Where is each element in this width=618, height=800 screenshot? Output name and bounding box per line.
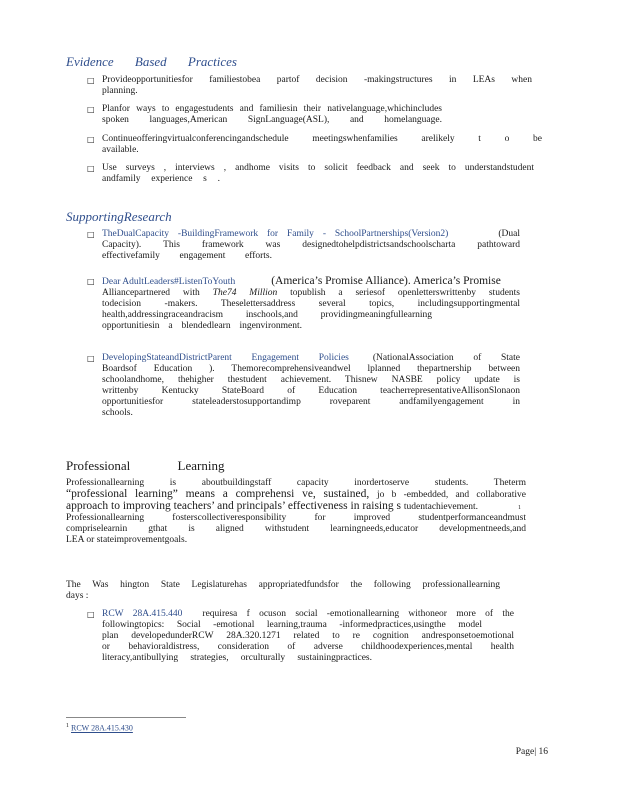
square-bullet-icon: □ — [87, 610, 95, 619]
square-bullet-icon: □ — [87, 354, 95, 363]
evidence-bullet-1: □ Provideopportunitiesfor familiestobea partof decision -makingstructures in LEAs when planning. — [87, 75, 532, 96]
square-bullet-icon: □ — [87, 76, 95, 85]
research-item-3: □ DevelopingStateandDistrictParent Engagement Policies (NationalAssociation of State Boardsof Education ). Themorecomprehensiveandwel lplanned thepartnership between schoolandhome, thehigher thestudent achievement. Thisnew NASBE policy update is writtenby Kentucky StateBoard of Education teacherrepresentativeAllisonSlonaon opportunitiesfor stateleaderstosupportandimp roveparent andfamilyengagement in schools. — [87, 353, 520, 418]
evidence-heading: Evidence Based Practices — [66, 54, 237, 69]
square-bullet-icon: □ — [87, 277, 95, 286]
evidence-bullet-4: □ Use surveys , interviews , andhome visits to solicit feedback and seek to understandstudent andfamily experience s . — [87, 163, 534, 184]
footnote-rule — [66, 717, 186, 718]
footnote-rcw-link[interactable]: RCW 28A.415.430 — [71, 723, 133, 733]
footnote: $^1$ RCW 28A.415.430 — [66, 723, 133, 733]
page-number: Page| 16 — [515, 747, 548, 757]
listen-to-youth-link[interactable]: Dear AdultLeaders#ListenToYouth — [102, 277, 236, 287]
research-heading: SupportingResearch — [66, 209, 172, 224]
square-bullet-icon: □ — [87, 164, 95, 173]
professional-heading: Professional Learning — [66, 458, 225, 473]
professional-paragraph: Professionallearning is aboutbuildingstaff capacity inordertoserve students. Theterm “professional learning” means a comprehensi ve, sustained, jo b -embedded, and collaborative approach to improving teachers’ and principals’ effectiveness in raising s tudentachievement. Professionallearning fosterscollectiveresponsibility for improved studentperformanceandmust compriselearnin gthat is aligned withstudent learningneeds,educator developmentneeds,and LEA or stateimprovementgoals. — [66, 478, 526, 545]
research-item-1: □ TheDualCapacity -BuildingFramework for Family - SchoolPartnerships(Version2) (Dual Capacity). This framework was designedtohelpdistrictsandschoolscharta pathtoward effectivefamily engagement efforts. — [87, 229, 520, 261]
square-bullet-icon: □ — [87, 105, 95, 114]
footnote-ref[interactable]: 1 — [518, 505, 521, 511]
legislature-paragraph: The Was hington State Legislaturehas appropriatedfundsfor the following professionallearning days : — [66, 580, 500, 601]
evidence-bullet-2: □ Planfor ways to engagestudents and familiesin their nativelanguage,whichincludes spoken languages,American SignLanguage(ASL), and homelanguage. — [87, 104, 442, 125]
dual-capacity-link[interactable]: TheDualCapacity -BuildingFramework for Family - SchoolPartnerships(Version2) — [102, 229, 449, 239]
research-item-2: □ Dear AdultLeaders#ListenToYouth (America’s Promise Alliance). America’s Promise Alliancepartnered with The74 Million topublish a seriesof openletterswrittenby students todecision -makers. Theselettersaddress several topics, includingsupportingmental health,addressingraceandracism inschools,and providingmeaningfullearning opportunitiesin a blendedlearn ingenvironment. — [87, 275, 520, 331]
legislature-bullet: □ RCW 28A.415.440 requiresa f ocuson social -emotionallearning withoneor more of the followingtopics: Social -emotional learning,trauma -informedpractices,usingthe model plan developedunderRCW 28A.320.1271 related to re cognition andresponsetoemotional or behavioraldistress, consideration of adverse childhoodexperiences,mental health literacy,antibullying strategies, orculturally sustainingpractices. — [87, 609, 514, 663]
state-district-policies-link[interactable]: DevelopingStateandDistrictParent Engagement Policies — [102, 353, 349, 363]
square-bullet-icon: □ — [87, 135, 95, 144]
evidence-bullet-3: □ Continueofferingvirtualconferencingandschedule meetingswhenfamilies arelikely t o be available. — [87, 134, 542, 155]
square-bullet-icon: □ — [87, 230, 95, 239]
rcw-440-link[interactable]: RCW 28A.415.440 — [102, 609, 183, 619]
